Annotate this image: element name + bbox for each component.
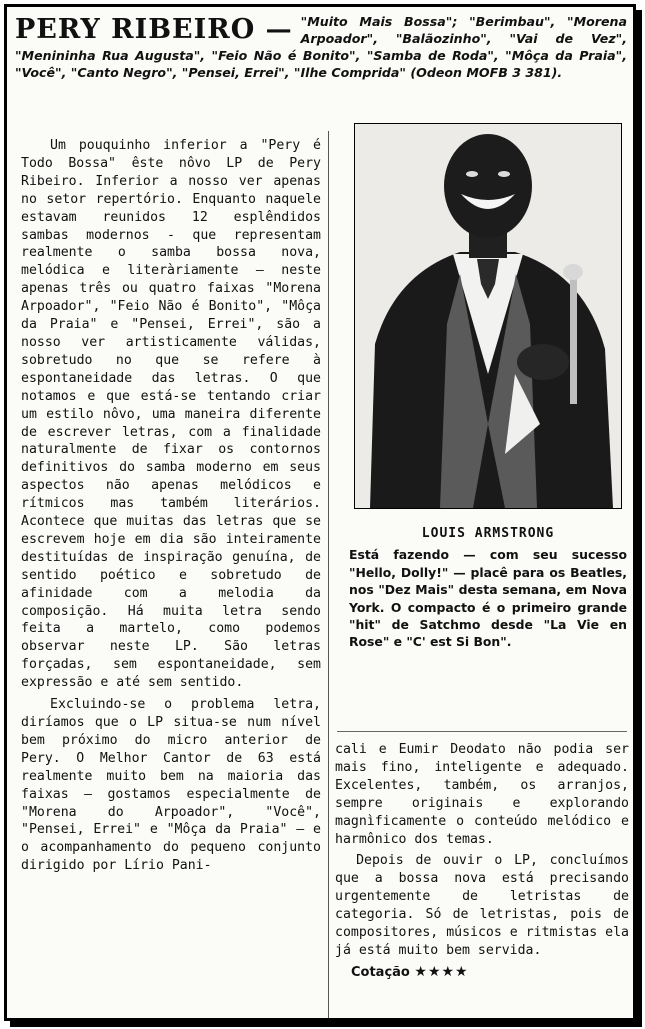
photo-caption	[349, 525, 627, 651]
column-divider	[328, 131, 329, 1021]
review-paragraph: Excluindo-se o problema letra, diríamos que o LP situa-se num nível bem próximo do micro anterior de Pery. O Melhor Cantor de 63 está realmente muito bem na maioria das faixas — gostamos especialmente de "Morena do Arpoador", "Você", "Pensei, Errei" e "Môça da Praia" — e o acompanhamento do pequeno conjunto dirigido por Lírio Pani-	[21, 697, 321, 874]
rating-stars: ★★★★	[414, 963, 469, 980]
louis-armstrong-photo	[354, 123, 622, 509]
review-right-column	[335, 741, 629, 982]
caption-title: LOUIS ARMSTRONG	[421, 526, 555, 541]
caption-text: Está fazendo — com seu sucesso "Hello, Dolly!" — placê para os Beatles, nos "Dez Mais" desta semana, em Nova York. O compacto é o primeiro grande "hit" de Satchmo desde "La Vie en Rose" e "C' est Si Bon".	[349, 547, 627, 650]
newspaper-clipping	[4, 4, 636, 1021]
caption-divider	[337, 731, 627, 732]
review-header	[15, 13, 627, 81]
album-tracklist: "Muito Mais Bossa"; "Berimbau", "Morena Arpoador", "Balãozinho", "Vai de Vez", "Menininha Rua Augusta", "Feio Não é Bonito", "Samba de Roda", "Môça da Praia", "Você", "Canto Negro", "Pensei, Errei", "Ilhe Comprida" (Odeon MOFB 3 381).	[15, 14, 627, 80]
review-paragraph: Um pouquinho inferior a "Pery é Todo Bossa" êste nôvo LP de Pery Ribeiro. Inferior a nosso ver apenas no setor repertório. Enquanto naquele estavam reunidos 12 esplêndidos sambas modernos - que representam realmente o samba bossa nova, melódica e literàriamente — neste apenas três ou quatro faixas "Morena Arpoador", "Feio Não é Bonito", "Môça da Praia" e "Pensei, Errei", são a nosso ver artisticamente válidas, sobretudo no que se refere à espontaneidade das letras. O que notamos e que está-se tentando criar um estilo nôvo, uma maneira diferente de escrever letras, com a finalidade naturalmente de fixar os contornos definitivos do samba moderno em seus aspectos não apenas melódicos e rítmicos mas também literários. Acontece que muitas das letras que se escrevem hoje em dia são inteiramente destituídas de inspiração genuína, de sentido poético e sobretudo de afinidade com a melodia da composição. Há muita letra sendo feita a martelo, como podemos observar neste LP. São letras forçadas, sem espontaneidade, sem expressão e até sem sentido.	[21, 138, 321, 691]
rating	[335, 964, 629, 982]
artist-name: PERY RIBEIRO	[15, 14, 256, 45]
portrait-illustration	[355, 124, 621, 508]
review-left-column	[21, 137, 321, 875]
review-continuation: cali e Eumir Deodato não podia ser mais fino, inteligente e adequado. Excelentes, também, os arranjos, sempre originais e explorando magnìficamente o conteúdo melódico e harmônico dos temas.	[335, 742, 629, 847]
headline-title	[15, 15, 293, 45]
rating-label: Cotação	[351, 964, 410, 980]
headline-dash: —	[265, 15, 293, 45]
review-conclusion: Depois de ouvir o LP, concluímos que a bossa nova está precisando urgentemente de letristas de categoria. Só de letristas, pois de compositores, músicos e ritmistas ela já está muito bem servida.	[335, 853, 629, 958]
